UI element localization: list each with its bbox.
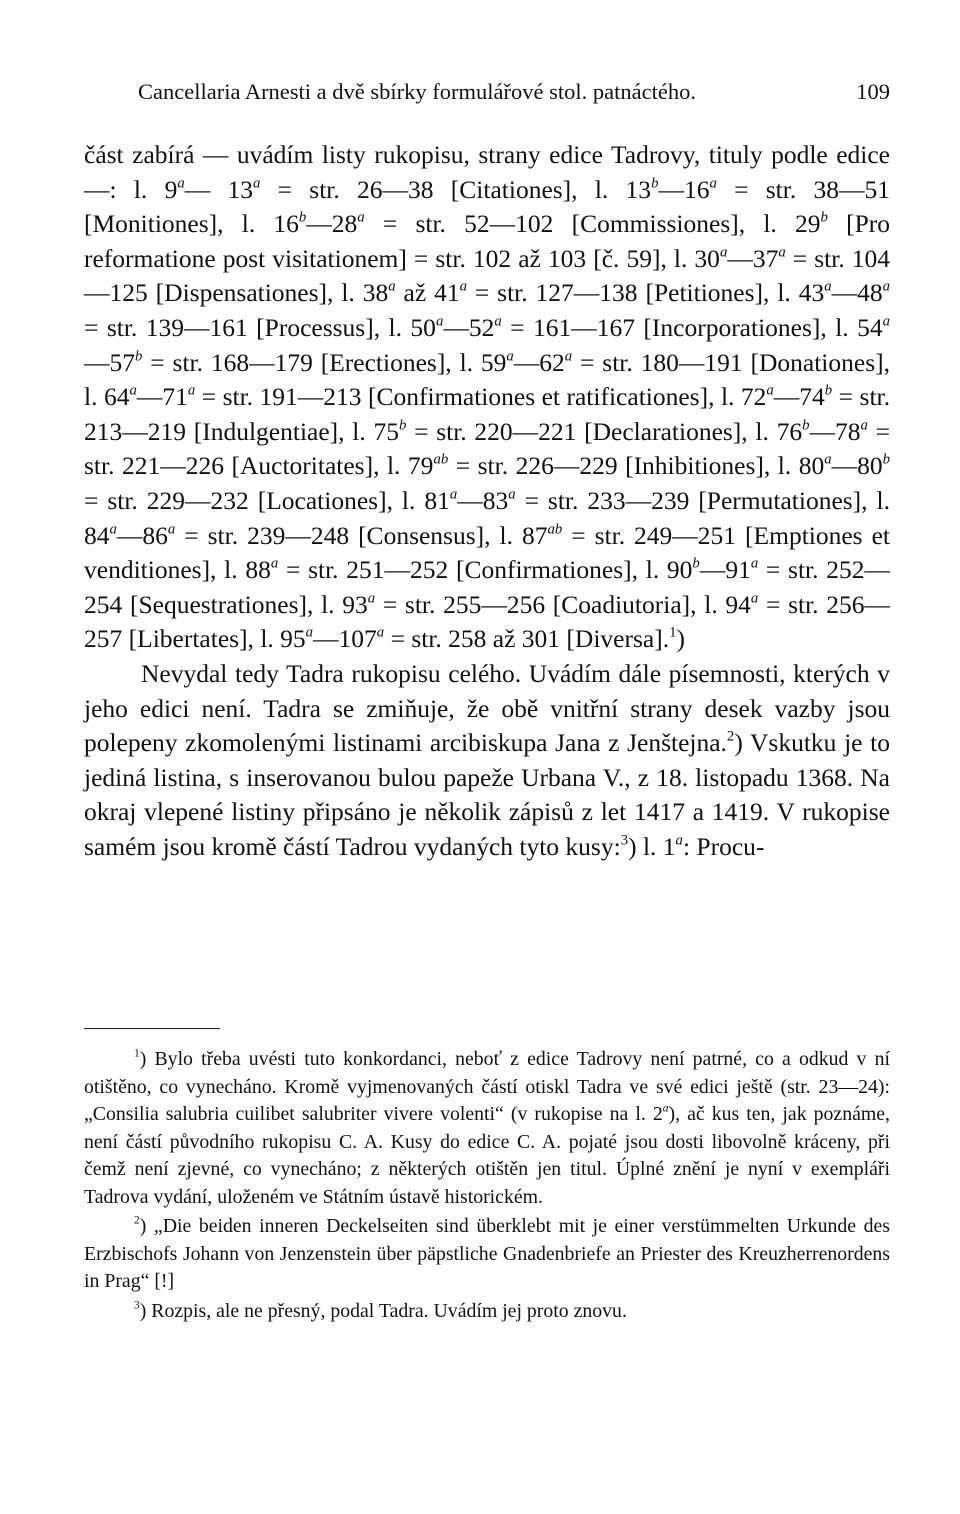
- concordance-text: l. 43: [777, 278, 825, 308]
- concordance-paragraph: [84, 138, 890, 657]
- leaf-side-sup: a: [367, 590, 376, 607]
- concordance-text: —37: [727, 243, 779, 273]
- concordance-text: = str. 229—232 [Locationes],: [84, 485, 402, 515]
- leaf-side-sup: a: [824, 451, 832, 468]
- leaf-side-sup: b: [802, 417, 810, 434]
- concordance-text: = str. 26—38 [Citationes],: [260, 174, 595, 204]
- concordance-text: l. 76: [755, 416, 803, 446]
- leaf-side-sup: b: [692, 555, 700, 572]
- concordance-text: l. 29: [763, 209, 821, 239]
- concordance-text: část zabírá — uvádím listy rukopisu, strany edice Tadrovy, tituly podle edice —: l. 9: [84, 140, 890, 204]
- leaf-side-sup: a: [187, 382, 196, 399]
- concordance-text: = str. 221—226 [Auctoritates],: [84, 416, 891, 481]
- footnote-ref-3: 3: [620, 832, 629, 849]
- footnote-2-marker: 2: [134, 1214, 140, 1227]
- concordance-text: l. 93: [321, 589, 368, 619]
- leaf-side-sup: b: [820, 209, 828, 226]
- concordance-text: l. 90: [645, 555, 693, 585]
- concordance-text: = str. 220—221 [Declarationes],: [406, 416, 756, 446]
- running-title: Cancellaria Arnesti a dvě sbírky formulářové stol. patnáctého.: [138, 79, 696, 104]
- leaf-side-sup: a: [177, 174, 185, 191]
- leaf-side-sup: a: [778, 244, 786, 261]
- leaf-side-sup: a: [449, 486, 458, 503]
- concordance-text: = str. 226—229 [Inhibitiones],: [448, 451, 778, 481]
- concordance-text: = str. 52—102 [Commissiones],: [364, 209, 764, 239]
- concordance-text: l. 16: [241, 209, 299, 239]
- leaf-side-sup: a: [167, 520, 176, 537]
- leaf-side-sup: a: [675, 832, 683, 849]
- leaf-side-sup: b: [298, 209, 307, 226]
- leaf-side-sup: a: [709, 174, 717, 191]
- concordance-text: —80: [831, 451, 883, 481]
- concordance-text: až 41: [395, 278, 460, 308]
- footnote-1-text-a: ) Bylo třeba uvésti tuto konkordanci, neboť z edice Tadrovy není patrné, co a odkud v ní otištěno, co vynecháno. Kromě vyjmenovaných částí otiskl Tadra ve své edici ještě (str. 23—24): „Consilia salubria cuilibet salubriter vivere volenti“ (v rukopise na l. 2: [84, 1048, 890, 1125]
- concordance-text: l. 30: [673, 243, 720, 273]
- concordance-text: l. 54: [835, 312, 883, 342]
- leaf-side-sup: ab: [547, 520, 563, 537]
- leaf-side-sup: a: [766, 382, 774, 399]
- main-text: [84, 138, 890, 864]
- leaf-side-sup: a: [459, 278, 467, 295]
- concordance-text: l. 79: [386, 451, 434, 481]
- concordance-text: = str. 255—256 [Coadiutoria],: [375, 589, 705, 619]
- concordance-text: = str. 139—161 [Processus],: [84, 312, 389, 342]
- footnote-1-text-b: ), ač kus ten, jak poznáme, není částí původního rukopisu C. A. Kusy do edice C. A. pojaté jsou dosti libovolně kráceny, při čemž není zjevné, co vynecháno; z některých otištěn jen titul. Úplné znění je nyní v exempláři Tadrova vydání, uloženém ve Státním ústavě historickém.: [84, 1103, 890, 1208]
- concordance-text: l. 50: [388, 312, 436, 342]
- concordance-text: l. 88: [224, 555, 271, 585]
- concordance-text: = str. 168—179 [Erectiones],: [142, 347, 460, 377]
- leaf-side-sup: b: [135, 347, 143, 364]
- concordance-text: l. 84: [84, 485, 890, 550]
- concordance-text: = str. 249—251 [Emptiones et venditiones],: [84, 520, 890, 585]
- paragraph-2-part4: : Procu-: [682, 831, 765, 861]
- leaf-side-sup: b: [824, 382, 833, 399]
- leaf-side-sup: a: [750, 555, 759, 572]
- footnote-1-sup: a: [662, 1102, 669, 1115]
- leaf-side-sup: a: [129, 382, 137, 399]
- leaf-side-sup: a: [824, 278, 832, 295]
- leaf-side-sup: a: [860, 417, 868, 434]
- footnote-rule: [84, 1028, 220, 1029]
- concordance-text: l. 81: [401, 485, 450, 515]
- page-number: 109: [856, 79, 890, 104]
- concordance-text: l. 13: [594, 174, 652, 204]
- leaf-side-sup: a: [252, 174, 261, 191]
- concordance-tail: ): [676, 624, 685, 654]
- concordance-text: —52: [443, 312, 495, 342]
- leaf-side-sup: a: [270, 555, 279, 572]
- concordance-text: = str. 233—239 [Permutationes],: [515, 485, 877, 515]
- leaf-side-sup: a: [109, 520, 117, 537]
- leaf-side-sup: ab: [433, 451, 449, 468]
- running-head: [138, 77, 890, 107]
- leaf-side-sup: a: [564, 347, 573, 364]
- concordance-text: —57: [84, 347, 135, 377]
- concordance-text: —62: [513, 347, 565, 377]
- footnote-3: [84, 1298, 890, 1326]
- concordance-text: = str. 239—248 [Consensus],: [175, 520, 500, 550]
- footnote-2: [84, 1213, 890, 1296]
- paragraph-2-part2: ) Vskutku je to jediná listina, s inserovanou bulou papeže Urbana V., z 18. listopadu 1368. Na okraj vlepené listiny připsáno je několik zápisů z let 1417 a 1419. V rukopise samém jsou kromě částí Tadrou vydaných tyto kusy:: [84, 728, 890, 861]
- concordance-text: = str. 258 až 301 [Diversa].: [384, 624, 670, 654]
- concordance-text: l. 80: [777, 451, 825, 481]
- concordance-text: —78: [809, 416, 861, 446]
- concordance-text: —86: [116, 520, 168, 550]
- paragraph-2-part3: ) l. 1: [628, 831, 676, 861]
- concordance-text: —71: [136, 382, 188, 412]
- concordance-text: = str. 127—138 [Petitiones],: [466, 278, 778, 308]
- leaf-side-sup: b: [398, 417, 407, 434]
- leaf-side-sup: a: [882, 278, 890, 295]
- leaf-side-sup: a: [719, 244, 728, 261]
- concordance-text: l. 38: [341, 278, 389, 308]
- concordance-text: = str. 252—254 [Sequestrationes],: [84, 555, 890, 619]
- concordance-text: = str. 104—125 [Dispensationes],: [84, 243, 890, 308]
- concordance-text: —74: [773, 382, 825, 412]
- concordance-text: [Pro reformatione post visitationem] = str. 102 až 103 [č. 59],: [84, 209, 891, 273]
- concordance-text: = str. 38—51 [Monitiones],: [84, 174, 890, 239]
- concordance-text: = str. 213—219 [Indulgentiae],: [84, 382, 890, 446]
- leaf-side-sup: a: [376, 624, 385, 641]
- leaf-side-sup: a: [305, 624, 314, 641]
- leaf-side-sup: a: [750, 590, 759, 607]
- concordance-text: = str. 180—191 [Donationes],: [572, 347, 890, 377]
- concordance-text: — 13: [184, 174, 253, 204]
- leaf-side-sup: a: [357, 209, 365, 226]
- concordance-text: —28: [306, 209, 358, 239]
- leaf-side-sup: a: [506, 347, 514, 364]
- concordance-text: l. 87: [499, 520, 548, 550]
- concordance-text: —16: [658, 174, 710, 204]
- concordance-text: —83: [457, 485, 509, 515]
- footnote-3-marker: 3: [134, 1299, 140, 1312]
- concordance-text: l. 59: [459, 347, 507, 377]
- footnote-3-text: ) Rozpis, ale ne přesný, podal Tadra. Uvádím jej proto znovu.: [139, 1299, 627, 1322]
- footnote-ref-2: 2: [726, 728, 735, 745]
- concordance-text: = str. 256—257 [Libertates],: [84, 589, 890, 654]
- footnote-ref-1: 1: [669, 624, 677, 641]
- concordance-text: = str. 191—213 [Confirmationes et ratificationes],: [195, 382, 721, 412]
- concordance-text: —48: [831, 278, 883, 308]
- concordance-text: = 161—167 [Incorporationes],: [501, 312, 836, 342]
- footnote-1-marker: 1: [134, 1047, 140, 1060]
- concordance-text: —91: [699, 555, 751, 585]
- footnote-1: [84, 1046, 890, 1211]
- footnote-2-text: ) „Die beiden inneren Deckelseiten sind überklebt mit je einer verstümmelten Urkunde des Erzbischofs Johann von Jenzenstein über päpstliche Gnadenbriefe an Priester des Kreuzherrenordens in Prag“ [!]: [84, 1215, 890, 1292]
- concordance-text: l. 64: [84, 382, 130, 412]
- concordance-text: l. 75: [352, 416, 399, 446]
- leaf-side-sup: a: [882, 313, 891, 330]
- concordance-text: l. 72: [720, 382, 767, 412]
- leaf-side-sup: b: [882, 451, 891, 468]
- footnotes: [84, 1046, 890, 1327]
- leaf-side-sup: a: [494, 313, 502, 330]
- concordance-text: l. 95: [260, 624, 306, 654]
- paragraph-2-part1: Nevydal tedy Tadra rukopisu celého. Uvádím dále písemnosti, kterých v jeho edici není. Tadra se zmiňuje, že obě vnitřní strany desek vazby jsou polepeny zkomolenými listinami arcibiskupa Jana z Jenštejna.: [84, 658, 890, 758]
- leaf-side-sup: a: [388, 278, 396, 295]
- concordance-text: —107: [313, 624, 377, 654]
- leaf-side-sup: a: [508, 486, 516, 503]
- leaf-side-sup: b: [651, 174, 659, 191]
- concordance-text: = str. 251—252 [Confirmationes],: [278, 555, 646, 585]
- concordance-text: l. 94: [704, 589, 751, 619]
- paragraph-2: [84, 657, 890, 865]
- leaf-side-sup: a: [435, 313, 444, 330]
